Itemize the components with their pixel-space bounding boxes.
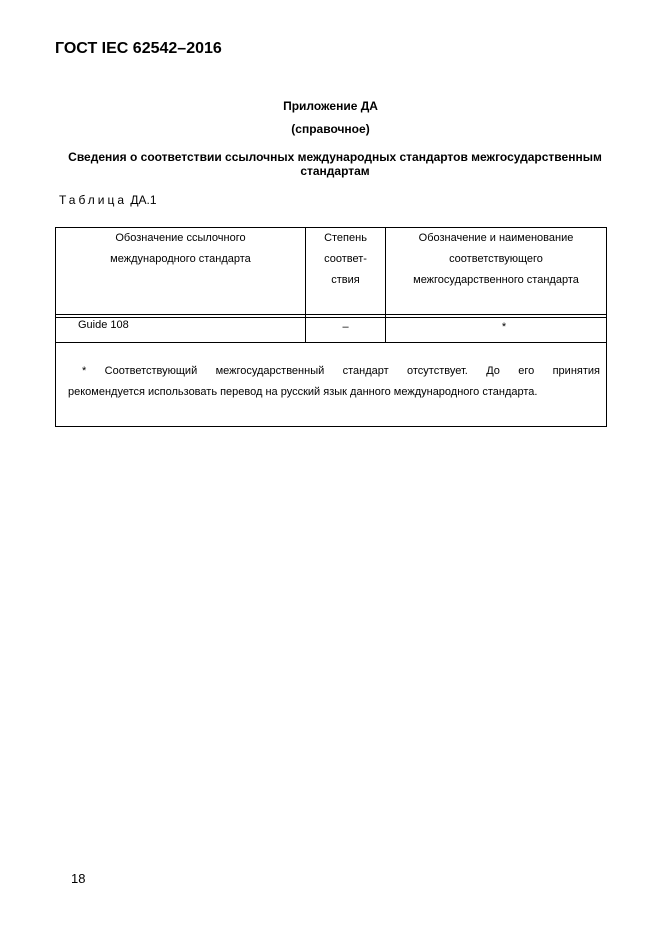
column-header-line: соответствующего	[449, 253, 543, 265]
column-header-line: Обозначение ссылочного	[115, 232, 246, 244]
row-divider	[56, 342, 606, 343]
appendix-heading-line2: стандартам	[300, 164, 370, 178]
page-number: 18	[71, 871, 86, 886]
table-label-number: ДА.1	[130, 193, 157, 207]
footnote-line2: рекомендуется использовать перевод на русский язык данного международного стандарта.	[68, 386, 538, 398]
column-header-line: ствия	[331, 274, 360, 286]
appendix-title: Приложение ДА	[283, 99, 378, 113]
reference-table	[55, 227, 607, 427]
column-header-line: соответ-	[324, 253, 367, 265]
column-header-line: Обозначение и наименование	[418, 232, 574, 244]
document-code: ГОСТ IEC 62542–2016	[55, 40, 222, 57]
column-header-degree	[306, 228, 385, 291]
column-header-line: международного стандарта	[110, 253, 251, 265]
appendix-heading	[40, 150, 630, 178]
table-label	[59, 193, 157, 207]
table-cell-interstate: *	[501, 321, 507, 333]
column-header-line: межгосударственного стандарта	[413, 274, 579, 286]
column-header-reference	[56, 228, 305, 270]
footnote-line1: * Соответствующий межгосударственный стандарт отсутствует. До его принятия	[82, 365, 600, 377]
column-header-interstate	[386, 228, 606, 291]
table-footnote	[68, 361, 600, 403]
appendix-subtitle: (справочное)	[291, 122, 370, 136]
table-label-prefix: Таблица	[59, 193, 128, 207]
appendix-heading-line1: Сведения о соответствии ссылочных международных стандартов межгосударственным	[68, 150, 602, 164]
column-header-line: Степень	[324, 232, 367, 244]
header-divider	[56, 314, 606, 315]
table-cell-reference: Guide 108	[78, 319, 129, 331]
table-cell-degree: –	[342, 321, 349, 333]
